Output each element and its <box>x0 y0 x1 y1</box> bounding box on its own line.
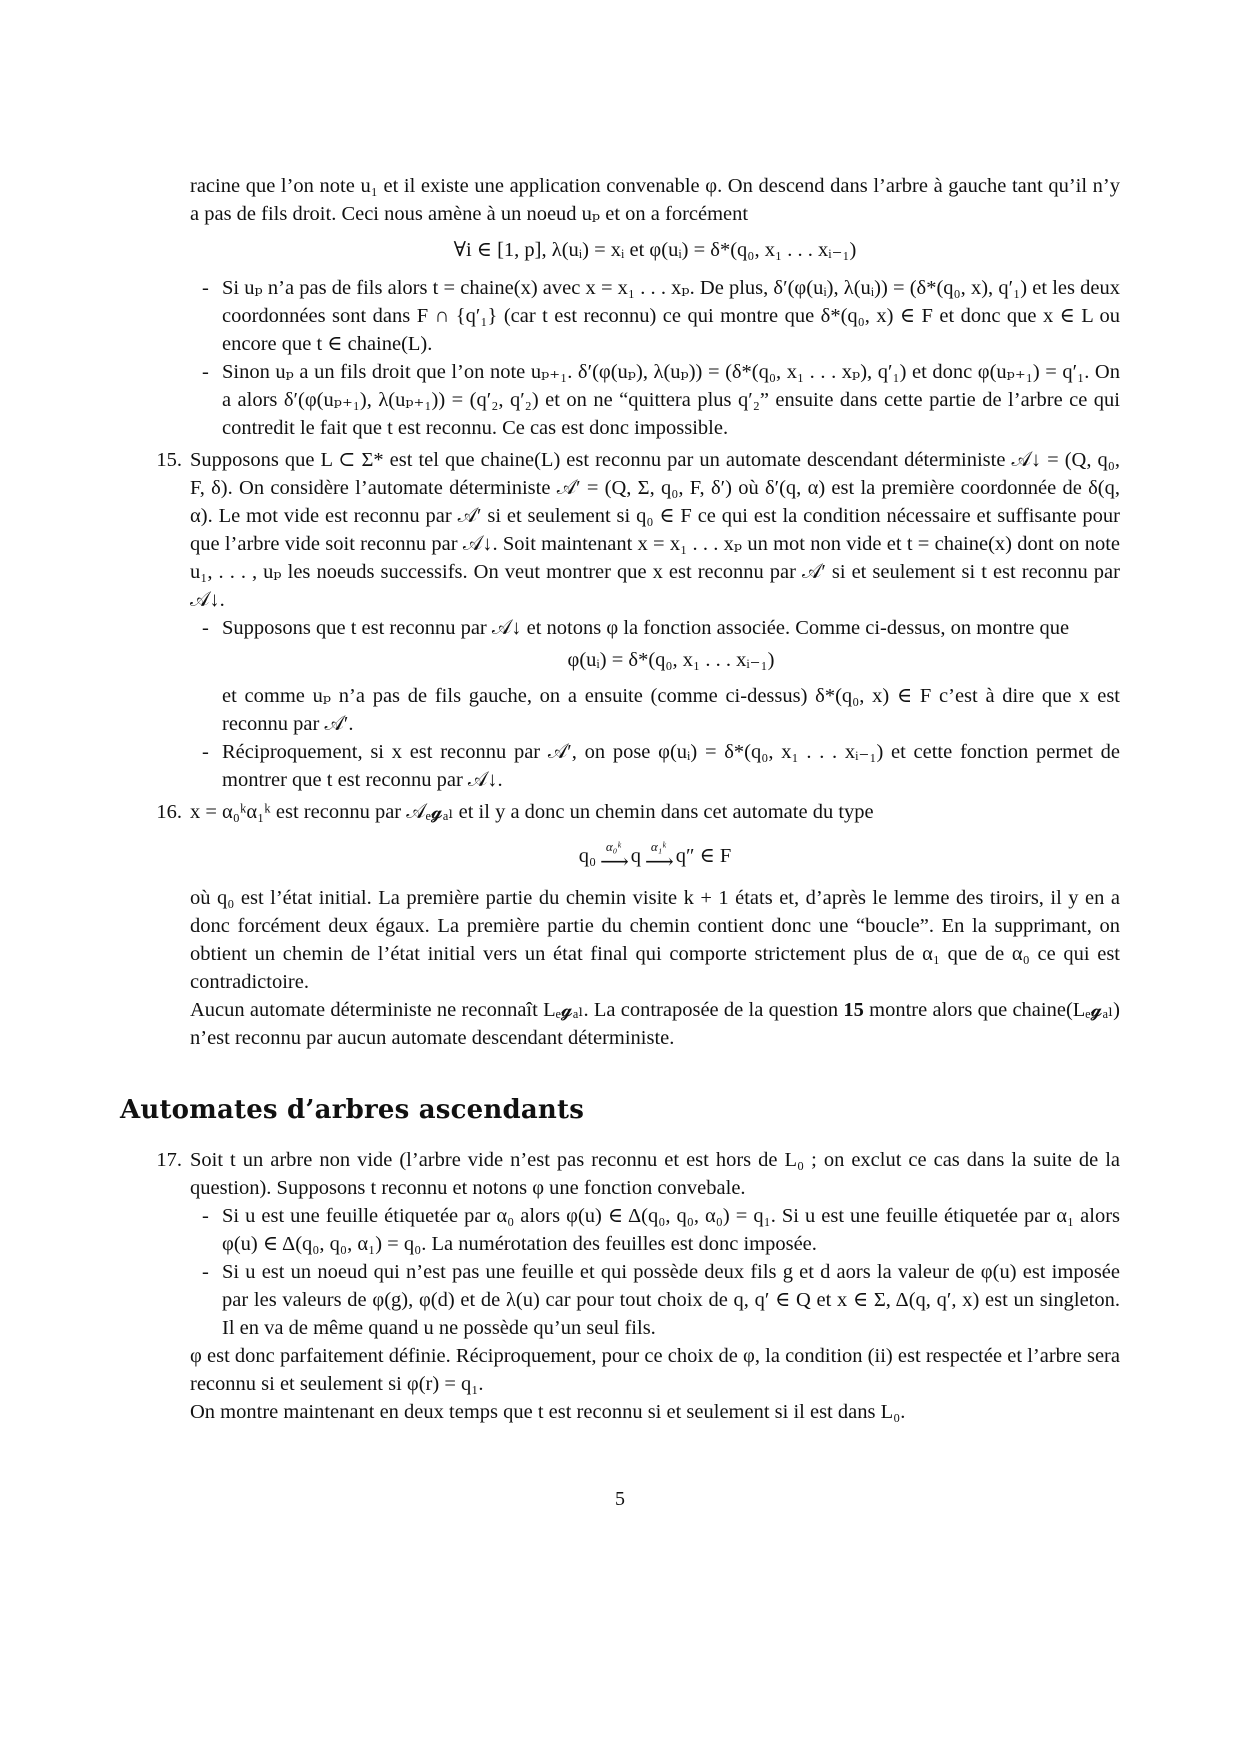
path-arrow-2-label: α₁ᵏ <box>650 839 666 854</box>
path-arrow-1 <box>600 839 627 873</box>
path-end: q″ ∈ F <box>675 845 732 867</box>
path-equation <box>190 839 1120 873</box>
case-right-child-text: Sinon uₚ a un fils droit que l’on note uₚ₊₁. δ′(φ(uₚ), λ(uₚ)) = (δ*(q₀, x₁ . . . xₚ), q′₁) et donc φ(uₚ₊₁) = q′₁. On a alors δ′(φ(uₚ₊₁), λ(uₚ₊₁)) = (q′₂, q′₂) et on ne “quittera plus q′₂” ensuite dans cette partie de l’arbre ce qui contredit le fait que t est reconnu. Ce cas est donc impossible. <box>222 361 1120 439</box>
question-number: 16. <box>156 801 182 823</box>
page-body <box>156 172 1120 1052</box>
bullet-dash: - <box>202 277 209 299</box>
equation-forall: ∀i ∈ [1, p], λ(uᵢ) = xᵢ et φ(uᵢ) = δ*(q₀, x₁ . . . xᵢ₋₁) <box>453 239 857 261</box>
case-no-children <box>190 274 1120 358</box>
q15-case-converse-text: Réciproquement, si x est reconnu par 𝒜′, on pose φ(uᵢ) = δ*(q₀, x₁ . . . xᵢ₋₁) et cette fonction permet de montrer que t est reconnu par 𝒜↓. <box>222 741 1120 791</box>
question-15-text: Supposons que L ⊂ Σ* est tel que chaine(L) est reconnu par un automate descendant déterministe 𝒜↓ = (Q, q₀, F, δ). On considère l’automate déterministe 𝒜′ = (Q, Σ, q₀, F, δ′) où δ′(q, α) est la première coordonnée de δ(q, α). Le mot vide est reconnu par 𝒜′ si et seulement si q₀ ∈ F ce qui est la condition nécessaire et suffisante pour que l’arbre vide soit reconnu par 𝒜↓. Soit maintenant x = x₁ . . . xₚ un mot non vide et t = chaine(x) dont on note u₁, . . . , uₚ les noeuds successifs. On veut montrer que x est reconnu par 𝒜′ si et seulement si t est reconnu par 𝒜↓. <box>190 449 1120 611</box>
question-17-next: On montre maintenant en deux temps que t est reconnu si et seulement si il est dans L₀. <box>190 1401 906 1423</box>
question-17 <box>156 1146 1120 1426</box>
question-reference: 15 <box>843 999 864 1021</box>
q17-case-leaf <box>190 1202 1120 1258</box>
right-arrow-icon: ⟶ <box>600 851 627 873</box>
q17-case-node <box>190 1258 1120 1342</box>
q17-case-leaf-text: Si u est une feuille étiquetée par α₀ alors φ(u) ∈ Δ(q₀, q₀, α₀) = q₁. Si u est une feuille étiquetée par α₁ alors φ(u) ∈ Δ(q₀, q₀, α₁) = q₀. La numérotation des feuilles est donc imposée. <box>222 1205 1120 1255</box>
q15-case-direct <box>190 614 1120 738</box>
question-16 <box>156 798 1120 1052</box>
page-number: 5 <box>615 1488 625 1510</box>
intro-paragraph: racine que l’on note u₁ et il existe une application convenable φ. On descend dans l’arbre à gauche tant qu’il n’y a pas de fils droit. Ceci nous amène à un noeud uₚ et on a forcément <box>190 175 1120 225</box>
bullet-dash: - <box>202 1205 209 1227</box>
equation-phi: φ(uᵢ) = δ*(q₀, x₁ . . . xᵢ₋₁) <box>567 649 775 671</box>
case-no-children-text: Si uₚ n’a pas de fils alors t = chaine(x) avec x = x₁ . . . xₚ. De plus, δ′(φ(uᵢ), λ(uᵢ)) = (δ*(q₀, x), q′₁) et les deux coordonnées sont dans F ∩ {q′₁} (car t est reconnu) ce qui montre que δ*(q₀, x) ∈ F et donc que x ∈ L ou encore que t ∈ chaine(L). <box>222 277 1120 355</box>
bullet-dash: - <box>202 361 209 383</box>
path-arrow-1-label: α₀ᵏ <box>605 839 621 854</box>
section-title: Automates d’arbres ascendants <box>120 1095 585 1125</box>
question-17-definition: φ est donc parfaitement définie. Réciproquement, pour ce choix de φ, la condition (ii) est respectée et l’arbre sera reconnu si et seulement si φ(r) = q₁. <box>190 1345 1120 1395</box>
bullet-dash: - <box>202 741 209 763</box>
bullet-dash: - <box>202 617 209 639</box>
right-arrow-icon: ⟶ <box>645 851 672 873</box>
question-16-text: x = α₀ᵏα₁ᵏ est reconnu par 𝒜ₑ𝓰ₐₗ et il y a donc un chemin dans cet automate du type <box>190 801 874 823</box>
conclusion-part-2: montre alors que chaine(Lₑ𝓰ₐₗ) n’est reconnu par aucun automate descendant déterministe. <box>190 999 1120 1049</box>
conclusion-part-1: Aucun automate déterministe ne reconnaît Lₑ𝓰ₐₗ. La contraposée de la question <box>190 999 844 1021</box>
q17-case-node-text: Si u est un noeud qui n’est pas une feuille et qui possède deux fils g et d aors la valeur de φ(u) est imposée par les valeurs de φ(g), φ(d) et de λ(u) car pour tout choix de q, q′ ∈ Q et x ∈ Σ, Δ(q, q′, x) est un singleton. Il en va de même quand u ne possède qu’un seul fils. <box>222 1261 1120 1339</box>
question-number: 15. <box>156 449 182 471</box>
path-start: q₀ <box>578 845 597 867</box>
q15-case-converse <box>190 738 1120 794</box>
path-arrow-2 <box>645 839 672 873</box>
question-16-conclusion <box>190 996 1120 1052</box>
question-17-text: Soit t un arbre non vide (l’arbre vide n’est pas reconnu et est hors de L₀ ; on exclut ce cas dans la suite de la question). Supposons t reconnu et notons φ une fonction convebale. <box>190 1149 1120 1199</box>
question-number: 17. <box>156 1149 182 1171</box>
path-middle: q <box>630 845 642 867</box>
q15-case-direct-conclusion: et comme uₚ n’a pas de fils gauche, on a ensuite (comme ci-dessus) δ*(q₀, x) ∈ F c’est à dire que x est reconnu par 𝒜′. <box>222 685 1120 735</box>
question-16-argument: où q₀ est l’état initial. La première partie du chemin visite k + 1 états et, d’après le lemme des tiroirs, il y en a donc forcément deux égaux. La première partie du chemin contient donc une “boucle”. En la supprimant, on obtient un chemin de l’état initial vers un état final qui comporte strictement plus de α₁ que de α₀ ce qui est contradictoire. <box>190 887 1120 993</box>
question-15 <box>156 446 1120 794</box>
case-right-child <box>190 358 1120 442</box>
q15-case-direct-text: Supposons que t est reconnu par 𝒜↓ et notons φ la fonction associée. Comme ci-dessus, on montre que <box>222 617 1070 639</box>
section-body <box>156 1146 1120 1426</box>
bullet-dash: - <box>202 1261 209 1283</box>
